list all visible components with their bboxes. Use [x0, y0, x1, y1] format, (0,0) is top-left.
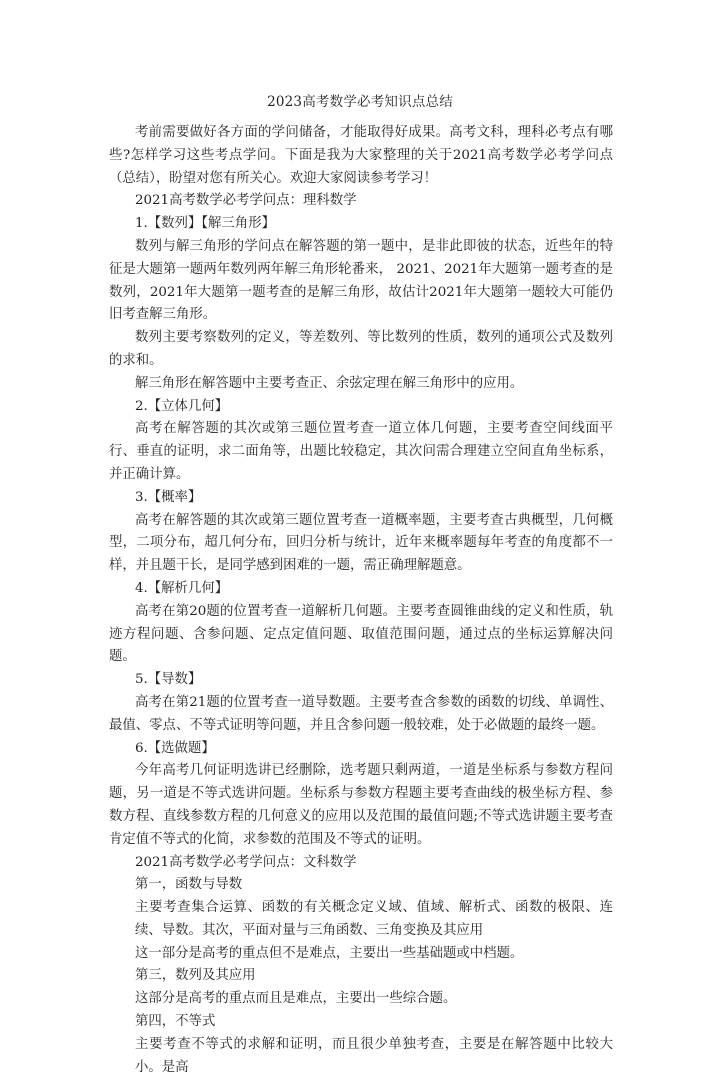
paragraph: 主要考查不等式的求解和证明，而且很少单独考查，主要是在解答题中比较大小。是高 — [135, 1036, 613, 1075]
paragraph: 主要考查集合运算、函数的有关概念定义域、值域、解析式、函数的极限、连续、导数。其次，平面对量与三角函数、三角变换及其应用 — [135, 900, 613, 938]
paragraph: 5.【导数】 — [135, 672, 202, 688]
paragraph: 4.【解析几何】 — [135, 580, 229, 596]
paragraph: 2.【立体几何】 — [135, 398, 229, 414]
paragraph: 数列主要考察数列的定义，等差数列、等比数列的性质，数列的通项公式及数列的求和。 — [109, 330, 613, 368]
paragraph: 2021高考数学必考学问点：理科数学 — [135, 193, 357, 209]
paragraph: 考前需要做好各方面的学问储备，才能取得好成果。高考文科，理科必考点有哪些?怎样学习这些考点学问。下面是我为大家整理的关于2021高考数学必考学问点（总结），盼望对您有所关心。欢迎大家阅读参考学习！ — [109, 125, 613, 186]
paragraph: 6.【选做题】 — [135, 740, 215, 756]
paragraph: 3.【概率】 — [135, 489, 202, 505]
document-title: 2023高考数学必考知识点总结 — [267, 94, 453, 110]
paragraph: 第四，不等式 — [135, 1014, 216, 1030]
paragraph: 今年高考几何证明选讲已经删除，选考题只剩两道，一道是坐标系与参数方程问题，另一道是不等式选讲问题。坐标系与参数方程题主要考查曲线的极坐标方程、参数方程、直线参数方程的几何意义的应用以及范围的最值问题;不等式选讲题主要考查肯定值不等式的化简，求参数的范围及不等式的证明。 — [109, 763, 613, 847]
paragraph: 解三角形在解答题中主要考查正、余弦定理在解三角形中的应用。 — [135, 375, 524, 391]
paragraph: 数列与解三角形的学问点在解答题的第一题中，是非此即彼的状态，近些年的特征是大题第一题两年数列两年解三角形轮番来， 2021、2021年大题第一题考查的是数列，2021年大题第一题考查的是解三角形，故估计2021年大题第一题较大可能仍旧考查解三角形。 — [109, 238, 613, 323]
paragraph: 这一部分是高考的重点但不是难点，主要出一些基础题或中档题。 — [135, 945, 524, 961]
paragraph: 2021高考数学必考学问点：文科数学 — [135, 854, 357, 870]
paragraph: 高考在解答题的其次或第三题位置考查一道立体几何题，主要考查空间线面平行、垂直的证明，求二面角等，出题比较稳定，其次问需合理建立空间直角坐标系，并正确计算。 — [109, 421, 613, 482]
paragraph: 高考在第20题的位置考查一道解析几何题。主要考查圆锥曲线的定义和性质，轨迹方程问题、含参问题、定点定值问题、取值范围问题，通过点的坐标运算解决问题。 — [109, 603, 613, 665]
paragraph: 第三，数列及其应用 — [135, 968, 256, 984]
paragraph: 第一，函数与导数 — [135, 877, 243, 893]
document-body — [109, 122, 613, 1079]
paragraph: 这部分是高考的重点而且是难点，主要出一些综合题。 — [135, 991, 457, 1007]
paragraph: 1.【数列】【解三角形】 — [135, 216, 275, 232]
paragraph: 高考在第21题的位置考查一道导数题。主要考查含参数的函数的切线、单调性、最值、零点、不等式证明等问题，并且含参问题一般较难，处于必做题的最终一题。 — [109, 694, 613, 733]
paragraph: 高考在解答题的其次或第三题位置考查一道概率题，主要考查古典概型，几何概型，二项分布，超几何分布，回归分析与统计，近年来概率题每年考查的角度都不一样，并且题干长，是同学感到困难的一题，需正确理解题意。 — [109, 512, 613, 574]
